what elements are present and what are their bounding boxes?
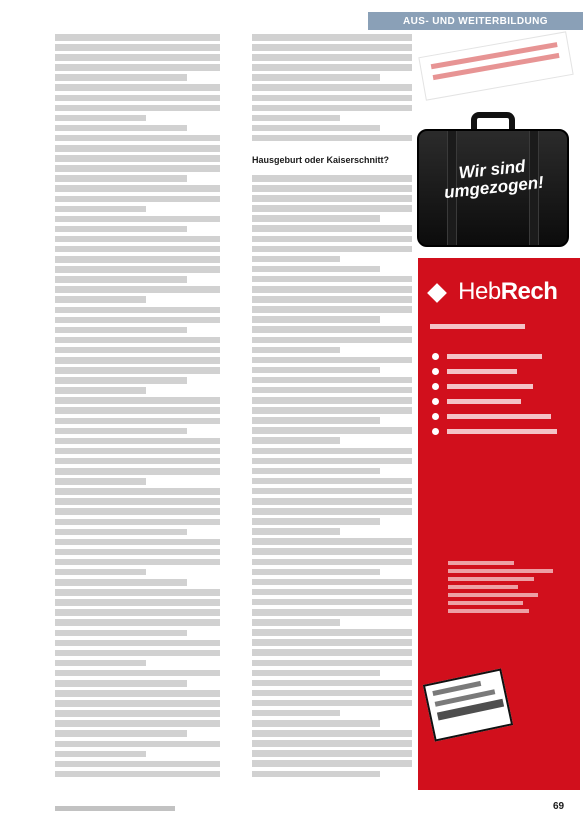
- text-line: [252, 760, 412, 767]
- ad-bullet: [432, 398, 572, 405]
- text-line: [55, 135, 220, 142]
- text-line: [252, 670, 380, 677]
- hebrech-ad: [418, 258, 580, 790]
- text-line: [55, 256, 220, 263]
- text-line: [55, 690, 220, 697]
- text-line: [55, 680, 187, 687]
- text-line: [55, 771, 220, 778]
- text-line: [55, 317, 220, 324]
- text-line: [55, 549, 220, 556]
- ad-bullet: [432, 353, 572, 360]
- text-line: [55, 630, 187, 637]
- ad-tagline: [430, 324, 525, 333]
- text-line: [252, 538, 412, 545]
- text-line: [55, 488, 220, 495]
- suitcase-illustration: [413, 34, 573, 254]
- text-line: [55, 448, 220, 455]
- text-line: [55, 185, 220, 192]
- text-line: [252, 225, 412, 232]
- text-line: [55, 266, 220, 273]
- text-line: [55, 74, 187, 81]
- text-line: [252, 286, 412, 293]
- text-line: [252, 700, 412, 707]
- text-line: [252, 750, 412, 757]
- text-line: [55, 206, 146, 213]
- text-line: [252, 488, 412, 495]
- text-line: [252, 357, 412, 364]
- text-line: [252, 710, 340, 717]
- ad-brand-suffix: Rech: [500, 278, 558, 305]
- text-line: [55, 216, 220, 223]
- ad-brand-prefix: Heb: [458, 278, 501, 305]
- text-line: [55, 458, 220, 465]
- text-line: [55, 619, 220, 626]
- logo-mark-icon: [427, 283, 447, 303]
- text-line: [252, 54, 412, 61]
- text-line: [252, 740, 412, 747]
- text-line: [252, 508, 412, 515]
- text-line: [55, 539, 220, 546]
- text-line: [252, 690, 412, 697]
- text-line: [252, 397, 412, 404]
- red-sticker: [418, 31, 573, 100]
- text-line: [252, 639, 412, 646]
- text-line: [55, 64, 220, 71]
- text-line: [55, 529, 187, 536]
- text-line: [252, 660, 412, 667]
- text-line: [55, 44, 220, 51]
- text-line: [252, 579, 412, 586]
- text-line: [55, 175, 187, 182]
- text-line: [55, 246, 220, 253]
- text-line: [55, 347, 220, 354]
- text-line: [55, 720, 220, 727]
- text-line: [252, 256, 340, 263]
- text-line: [55, 236, 220, 243]
- text-line: [252, 437, 340, 444]
- text-line: [252, 205, 412, 212]
- text-line: [55, 710, 220, 717]
- text-line: [55, 367, 220, 374]
- text-line: [55, 276, 187, 283]
- text-line: [55, 407, 220, 414]
- section-heading: Hausgeburt oder Kaiserschnitt?: [252, 155, 390, 165]
- text-line: [252, 135, 412, 142]
- ad-bullet: [432, 428, 572, 435]
- text-line: [252, 84, 412, 91]
- text-line: [55, 165, 220, 172]
- text-line: [252, 478, 412, 485]
- text-line: [55, 95, 220, 102]
- text-line: [55, 650, 220, 657]
- ad-bullet: [432, 413, 572, 420]
- text-line: [252, 377, 412, 384]
- ad-phone-sticker: [423, 668, 513, 741]
- bullet-dot-icon: [432, 428, 439, 435]
- bullet-dot-icon: [432, 383, 439, 390]
- text-line: [55, 397, 220, 404]
- text-line: [252, 589, 412, 596]
- text-line: [55, 428, 187, 435]
- bullet-dot-icon: [432, 353, 439, 360]
- bullet-dot-icon: [432, 398, 439, 405]
- text-line: [55, 307, 220, 314]
- text-line: [252, 347, 340, 354]
- text-line: [252, 337, 412, 344]
- text-line: [55, 670, 220, 677]
- text-line: [252, 649, 412, 656]
- text-line: [252, 105, 412, 112]
- text-line: [55, 468, 220, 475]
- text-line: [55, 84, 220, 91]
- bullet-dot-icon: [432, 368, 439, 375]
- text-line: [55, 54, 220, 61]
- text-line: [252, 266, 380, 273]
- text-line: [252, 195, 412, 202]
- text-line: [252, 569, 380, 576]
- text-line: [252, 730, 412, 737]
- text-line: [252, 387, 412, 394]
- text-line: [252, 367, 380, 374]
- text-line: [55, 700, 220, 707]
- text-line: [252, 528, 340, 535]
- text-line: [252, 95, 412, 102]
- text-line: [252, 326, 412, 333]
- text-line: [55, 377, 187, 384]
- text-line: [55, 640, 220, 647]
- text-line: [252, 559, 412, 566]
- body-text-middle-top: [252, 34, 412, 144]
- text-line: [252, 407, 412, 414]
- body-text-left: [55, 34, 220, 794]
- text-line: [252, 609, 412, 616]
- suitcase-text: Wir sind umgezogen!: [443, 156, 545, 202]
- text-line: [252, 468, 380, 475]
- text-line: [55, 438, 220, 445]
- bullet-dot-icon: [432, 413, 439, 420]
- text-line: [55, 155, 220, 162]
- text-line: [55, 589, 220, 596]
- text-line: [252, 115, 340, 122]
- text-line: [252, 448, 412, 455]
- text-line: [55, 387, 146, 394]
- text-line: [252, 44, 412, 51]
- text-line: [55, 145, 220, 152]
- text-line: [252, 296, 412, 303]
- body-text-middle-bottom: [252, 175, 412, 785]
- suitcase: [417, 129, 569, 247]
- ad-logo: [430, 278, 557, 306]
- text-line: [252, 720, 380, 727]
- text-line: [252, 599, 412, 606]
- text-line: [55, 751, 146, 758]
- ad-bullets: [432, 353, 572, 443]
- section-banner: AUS- UND WEITERBILDUNG: [368, 12, 583, 30]
- text-line: [55, 115, 146, 122]
- text-line: [252, 185, 412, 192]
- text-line: [252, 125, 380, 132]
- text-line: [252, 175, 412, 182]
- text-line: [55, 559, 220, 566]
- text-line: [252, 619, 340, 626]
- text-line: [252, 306, 412, 313]
- text-line: [55, 105, 220, 112]
- ad-bullet: [432, 368, 572, 375]
- text-line: [55, 357, 220, 364]
- text-line: [55, 519, 220, 526]
- ad-bullet: [432, 383, 572, 390]
- text-line: [55, 196, 220, 203]
- text-line: [252, 215, 380, 222]
- text-line: [55, 418, 220, 425]
- text-line: [55, 508, 220, 515]
- text-line: [55, 34, 220, 41]
- text-line: [252, 236, 412, 243]
- text-line: [252, 276, 412, 283]
- text-line: [252, 680, 412, 687]
- text-line: [55, 337, 220, 344]
- text-line: [252, 246, 412, 253]
- page-number: 69: [553, 801, 565, 812]
- text-line: [252, 548, 412, 555]
- text-line: [55, 579, 187, 586]
- footer-source: [55, 806, 175, 815]
- text-line: [55, 286, 220, 293]
- text-line: [252, 518, 380, 525]
- ad-contact-block: [448, 561, 558, 617]
- text-line: [55, 226, 187, 233]
- text-line: [55, 327, 187, 334]
- text-line: [252, 34, 412, 41]
- text-line: [55, 478, 146, 485]
- text-line: [252, 498, 412, 505]
- text-line: [252, 458, 412, 465]
- text-line: [55, 125, 187, 132]
- text-line: [252, 629, 412, 636]
- text-line: [252, 427, 412, 434]
- text-line: [55, 609, 220, 616]
- text-line: [55, 761, 220, 768]
- text-line: [55, 599, 220, 606]
- text-line: [55, 296, 146, 303]
- text-line: [55, 660, 146, 667]
- text-line: [252, 316, 380, 323]
- text-line: [252, 74, 380, 81]
- text-line: [252, 64, 412, 71]
- text-line: [252, 771, 380, 778]
- text-line: [55, 730, 187, 737]
- text-line: [55, 741, 220, 748]
- text-line: [252, 417, 380, 424]
- text-line: [55, 498, 220, 505]
- text-line: [55, 569, 146, 576]
